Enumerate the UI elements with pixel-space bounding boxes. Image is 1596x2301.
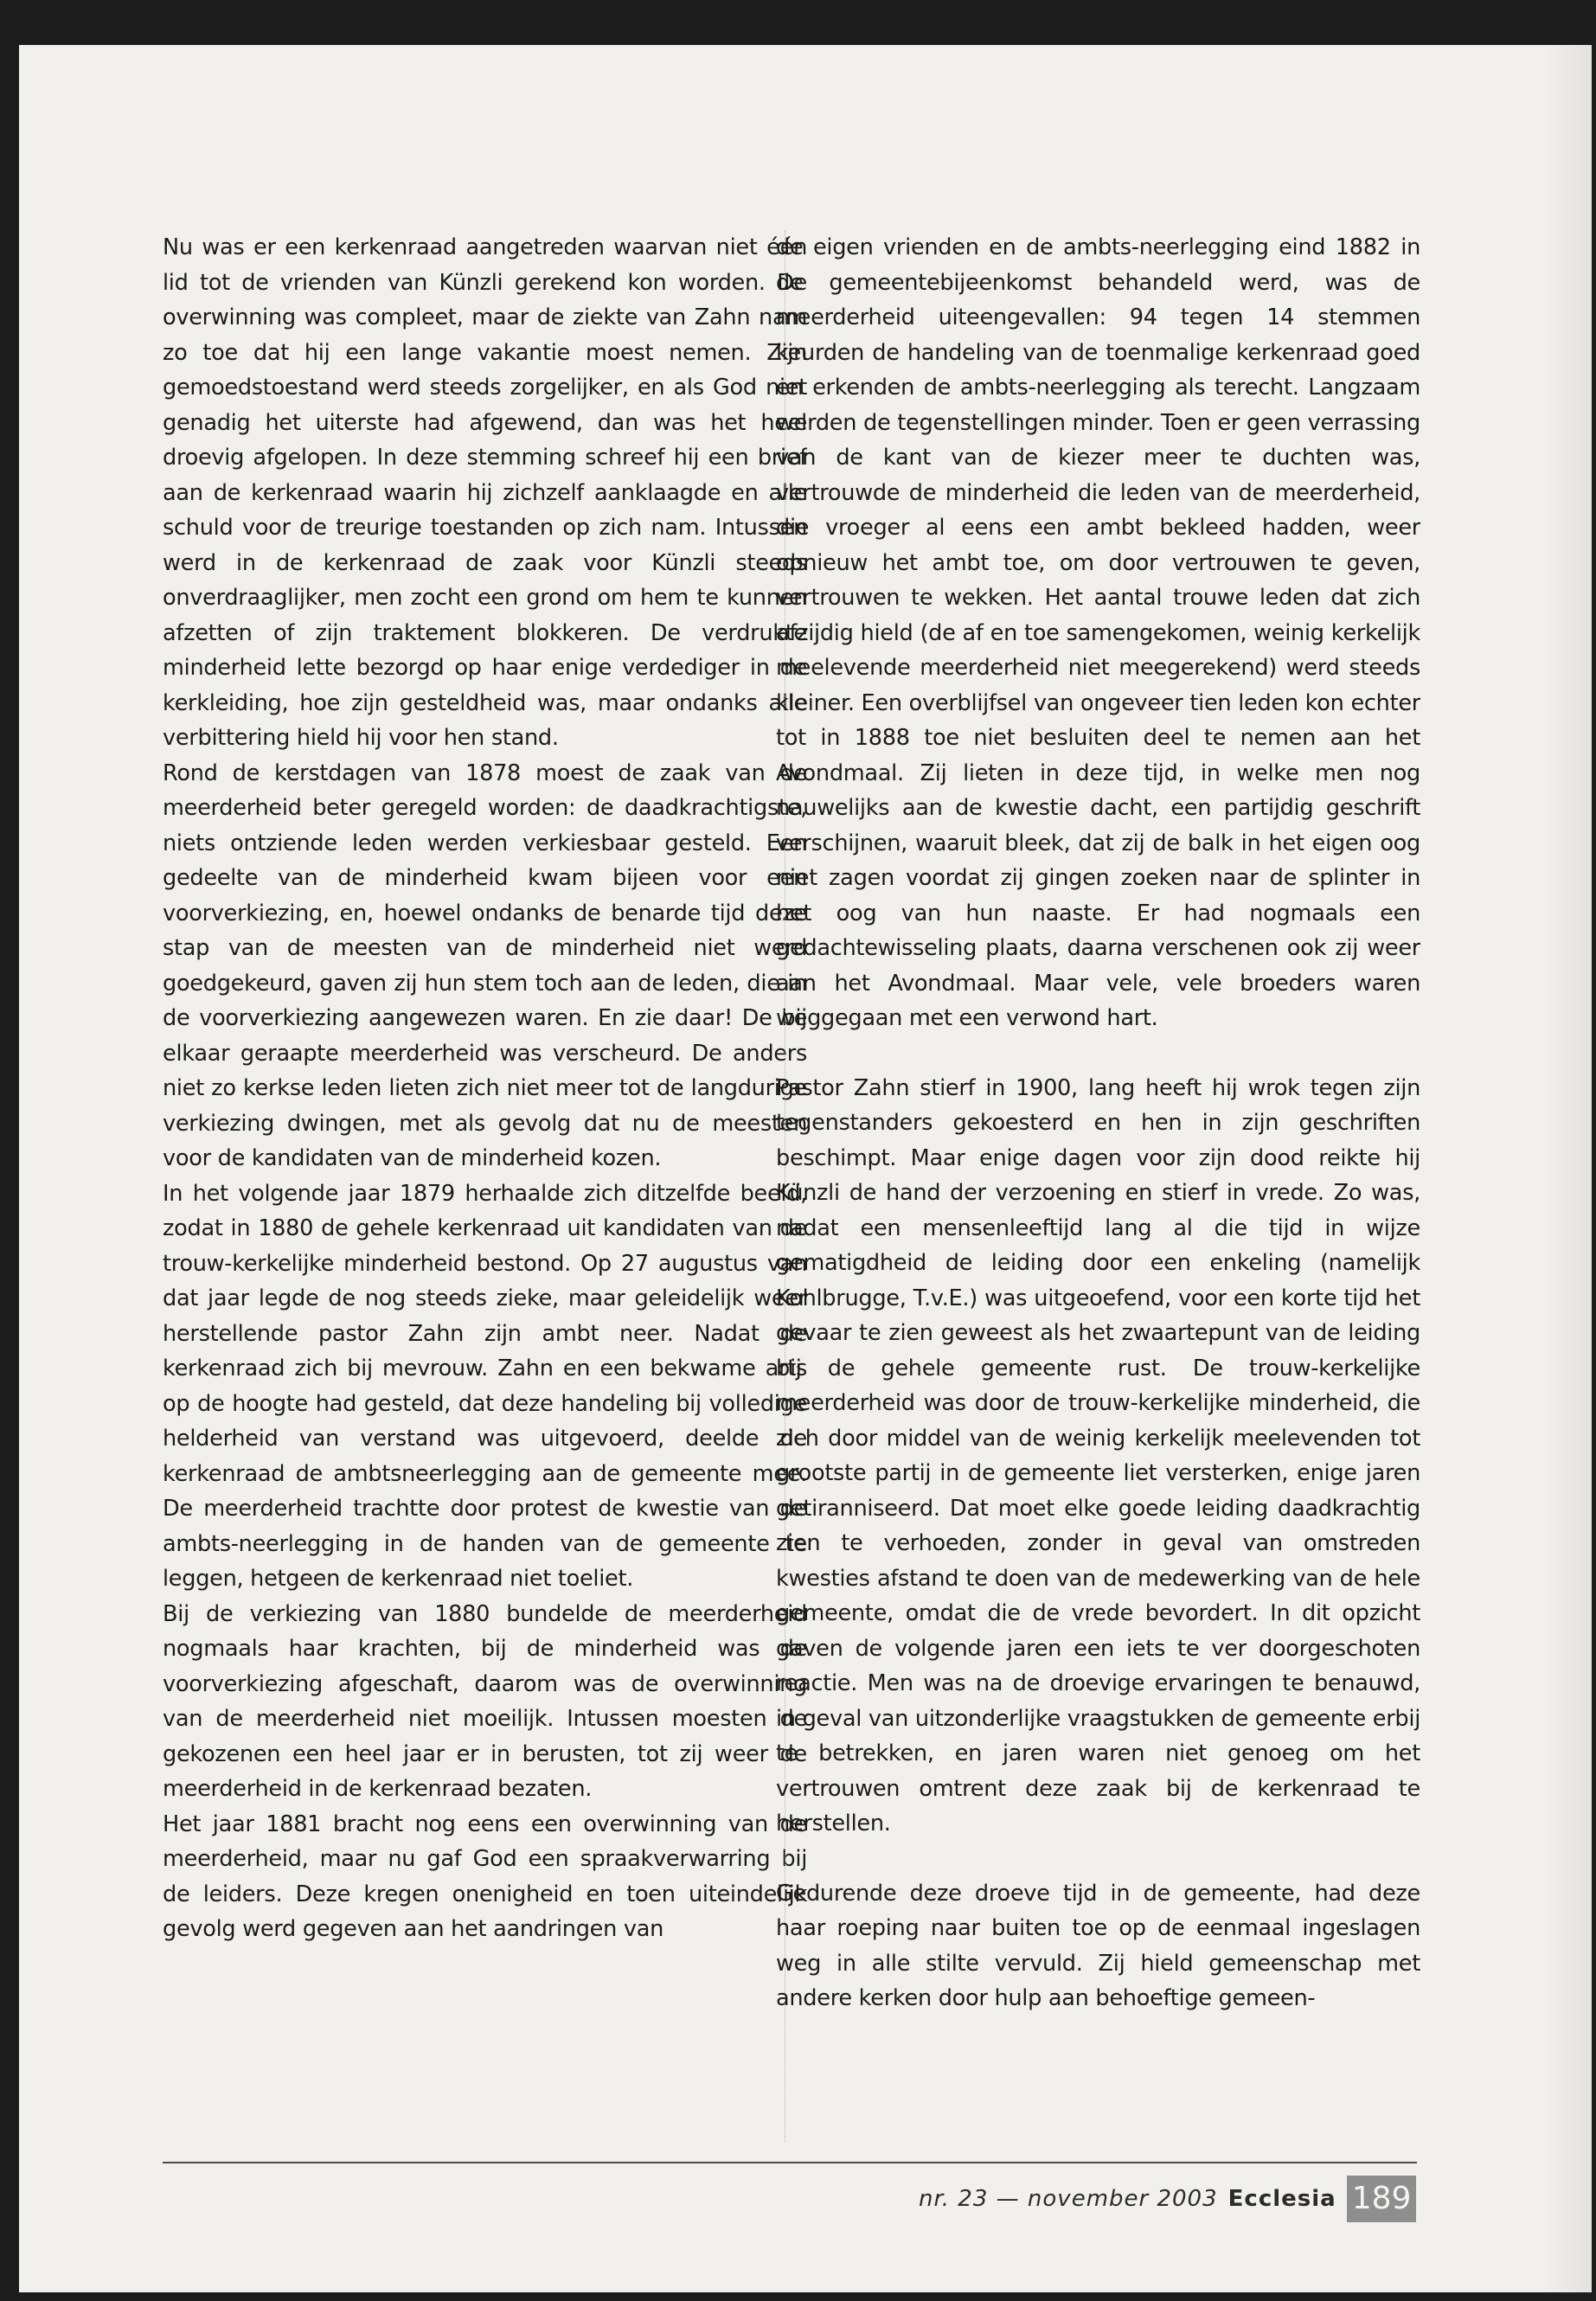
- paragraph: Nu was er een kerkenraad aangetreden waarvan niet één lid tot de vrienden van Künzli gerekend kon worden. De overwinning was compleet, maar de ziekte van Zahn nam zo toe dat hij een lange vakantie moest nemen. Zijn gemoedstoestand werd steeds zorgelijker, en als God niet genadig het uiterste had afgewend, dan was het heel droevig afgelopen. In deze stemming schreef hij een brief aan de kerkenraad waarin hij zichzelf aanklaagde en alle schuld voor de treurige toestanden op zich nam. Intussen werd in de kerkenraad de zaak voor Künzli steeds onverdraaglijker, men zocht een grond om hem te kunnen afzetten of zijn traktement blokkeren. De verdrukte minderheid lette bezorgd op haar enige verdediger in de kerkleiding, hoe zijn gesteldheid was, maar ondanks alle verbittering hield hij voor hen stand.: [163, 234, 807, 751]
- paragraph: Pastor Zahn stierf in 1900, lang heeft hij wrok tegen zijn tegenstanders gekoesterd en hen in zijn geschriften beschimpt. Maar enige dagen voor zijn dood reikte hij Künzli de hand der verzoening en stierf in vrede. Zo was, nadat een mensenleeftijd lang al die tijd in wijze gematigdheid de leiding door een enkeling (namelijk Kohlbrugge, T.v.E.) was uitgeoefend, voor een korte tijd het gevaar te zien geweest als het zwaartepunt van de leiding bij de gehele gemeente rust. De trouw-kerkelijke meerderheid was door de trouw-kerkelijke minderheid, die zich door middel van de weinig kerkelijk meelevenden tot grootste partij in de gemeente liet versterken, enige jaren getiranniseerd. Dat moet elke goede leiding daadkrachtig zien te verhoeden, zonder in geval van omstreden kwesties afstand te doen van de medewerking van de hele gemeente, omdat die de vrede bevordert. In dit opzicht gaven de volgende jaren een iets te ver doorgeschoten reactie. Men was na de droevige ervaringen te benauwd, in geval van uitzonderlijke vraagstukken de gemeente erbij te betrekken, en jaren waren niet genoeg om het vertrouwen omtrent deze zaak bij de kerkenraad te herstellen.: [776, 1074, 1420, 1836]
- paragraph: In het volgende jaar 1879 herhaalde zich ditzelfde beeld, zodat in 1880 de gehele kerkenraad uit kandidaten van de trouw-kerkelijke minderheid bestond. Op 27 augustus van dat jaar legde de nog steeds zieke, maar geleidelijk weer herstellende pastor Zahn zijn ambt neer. Nadat de kerkenraad zich bij mevrouw. Zahn en een bekwame arts op de hoogte had gesteld, dat deze handeling bij volledige helderheid van verstand was uitgevoerd, deelde de kerkenraad de ambtsneerlegging aan de gemeente mee. De meerderheid trachtte door protest de kwestie van de ambts-neerlegging in de handen van de gemeente te leggen, hetgeen de kerkenraad niet toeliet.: [163, 1180, 807, 1592]
- page-footer: [919, 2173, 1416, 2225]
- footer-divider: [163, 2162, 1417, 2163]
- paragraph: Gedurende deze droeve tijd in de gemeente, had deze haar roeping naar buiten toe op de eenmaal ingeslagen weg in alle stilte vervuld. Zij hield gemeenschap met andere kerken door hulp aan behoeftige gemeen-: [776, 1880, 1420, 2011]
- paragraph: de eigen vrienden en de ambts-neerlegging eind 1882 in de gemeentebijeenkomst behandeld werd, was de meerderheid uiteengevallen: 94 tegen 14 stemmen keurden de handeling van de toenmalige kerkenraad goed en erkenden de ambts-neerlegging als terecht. Langzaam werden de tegenstellingen minder. Toen er geen verrassing van de kant van de kiezer meer te duchten was, vertrouwde de minderheid die leden van de meerderheid, die vroeger al eens een ambt bekleed hadden, weer opnieuw het ambt toe, om door vertrouwen te geven, vertrouwen te wekken. Het aantal trouwe leden dat zich afzijdig hield (de af en toe samengekomen, weinig kerkelijk meelevende meerderheid niet meegerekend) werd steeds kleiner. Een overblijfsel van ongeveer tien leden kon echter tot in 1888 toe niet besluiten deel te nemen aan het Avondmaal. Zij lieten in deze tijd, in welke men nog nauwelijks aan de kwestie dacht, een partijdig geschrift verschijnen, waaruit bleek, dat zij de balk in het eigen oog niet zagen voordat zij gingen zoeken naar de splinter in het oog van hun naaste. Er had nogmaals een gedachtewisseling plaats, daarna verschenen ook zij weer aan het Avondmaal. Maar vele, vele broeders waren weggegaan met een verwond hart.: [776, 234, 1420, 1031]
- magazine-name: Ecclesia: [1227, 2186, 1336, 2212]
- paragraph: Het jaar 1881 bracht nog eens een overwinning van de meerderheid, maar nu gaf God een spraakverwarring bij de leiders. Deze kregen onenigheid en toen uiteindelijk gevolg werd gegeven aan het aandringen van: [163, 1811, 807, 1942]
- paragraph: Bij de verkiezing van 1880 bundelde de meerderheid nogmaals haar krachten, bij de minderheid was de voorverkiezing afgeschaft, daarom was de overwinning van de meerderheid niet moeilijk. Intussen moesten de gekozenen een heel jaar er in berusten, tot zij weer de meerderheid in de kerkenraad bezaten.: [163, 1600, 807, 1802]
- magazine-page: [19, 45, 1592, 2292]
- left-column: [163, 230, 807, 2146]
- page-number: 189: [1347, 2176, 1417, 2222]
- issue-label: nr. 23 — november 2003: [919, 2186, 1218, 2212]
- paragraph: Rond de kerstdagen van 1878 moest de zaak van de meerderheid beter geregeld worden: de daadkrachtigste, niets ontziende leden werden verkiesbaar gesteld. Een gedeelte van de minderheid kwam bijeen voor een voorverkiezing, en, hoewel ondanks de benarde tijd deze stap van de meesten van de minderheid niet werd goedgekeurd, gaven zij hun stem toch aan de leden, die in de voorverkiezing aangewezen waren. En zie daar! De bij elkaar geraapte meerderheid was verscheurd. De anders niet zo kerkse leden lieten zich niet meer tot de langdurige verkiezing dwingen, met als gevolg dat nu de meesten voor de kandidaten van de minderheid kozen.: [163, 760, 807, 1171]
- right-column: [776, 230, 1420, 2146]
